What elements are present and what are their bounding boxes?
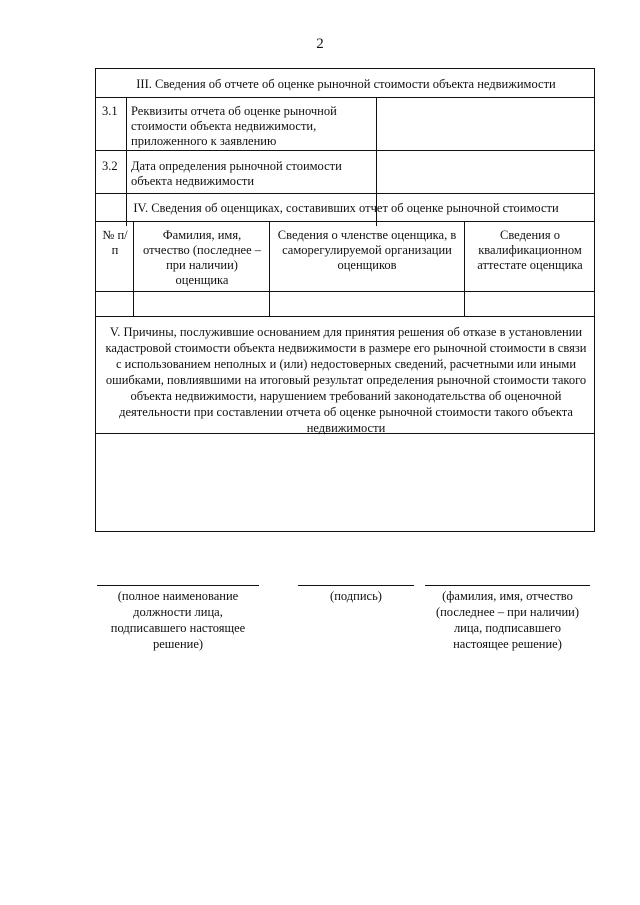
- page-number: 2: [316, 36, 324, 52]
- section-3-title: III. Сведения об отчете об оценке рыночной стоимости объекта недвижимости: [136, 77, 556, 91]
- decision-form-table: [95, 68, 595, 532]
- table-row: [96, 291, 594, 316]
- section-5-content-area: [96, 433, 594, 531]
- col-header-name: Фамилия, имя, отчество (последнее – при наличии) оценщика: [143, 228, 261, 287]
- divider: [96, 150, 594, 151]
- section-4-title: IV. Сведения об оценщиках, составивших отчет об оценке рыночной стоимости: [133, 201, 559, 215]
- divider: [96, 316, 594, 317]
- col-header-certificate: Сведения о квалификационном аттестате оценщика: [477, 228, 583, 272]
- col-header-number: № п/п: [102, 228, 128, 257]
- row-3-2-label: Дата определения рыночной стоимости объекта недвижимости: [131, 159, 342, 188]
- row-3-2-number: 3.2: [102, 159, 118, 173]
- row-3-1-number: 3.1: [102, 104, 118, 118]
- position-line: [97, 585, 259, 586]
- divider: [96, 193, 594, 194]
- position-caption: (полное наименование должности лица, подписавшего настоящее решение): [110, 589, 246, 651]
- section-5-title: V. Причины, послужившие основанием для принятия решения об отказе в установлении кадастровой стоимости объекта недвижимости в размере его рыночной стоимости в связи с использованием неполных и (или) недостоверных сведений, расчетными или иными ошибками, повлиявшими на итоговый результат определения рыночной стоимости такого объекта недвижимости, нарушением требований законодательства об оценочной деятельности при составлении отчета об оценке рыночной стоимости такого объекта недвижимости: [105, 325, 587, 435]
- fio-caption: (фамилия, имя, отчество (последнее – при наличии) лица, подписавшего настоящее решение): [435, 589, 580, 651]
- col-header-membership: Сведения о членстве оценщика, в саморегулируемой организации оценщиков: [277, 228, 457, 272]
- divider: [96, 221, 594, 222]
- fio-line: [425, 585, 590, 586]
- signature-line: [298, 585, 414, 586]
- row-3-1-label: Реквизиты отчета об оценке рыночной стоимости объекта недвижимости, приложенного к заявлению: [131, 104, 337, 148]
- signature-caption: (подпись): [330, 589, 382, 603]
- divider: [96, 97, 594, 98]
